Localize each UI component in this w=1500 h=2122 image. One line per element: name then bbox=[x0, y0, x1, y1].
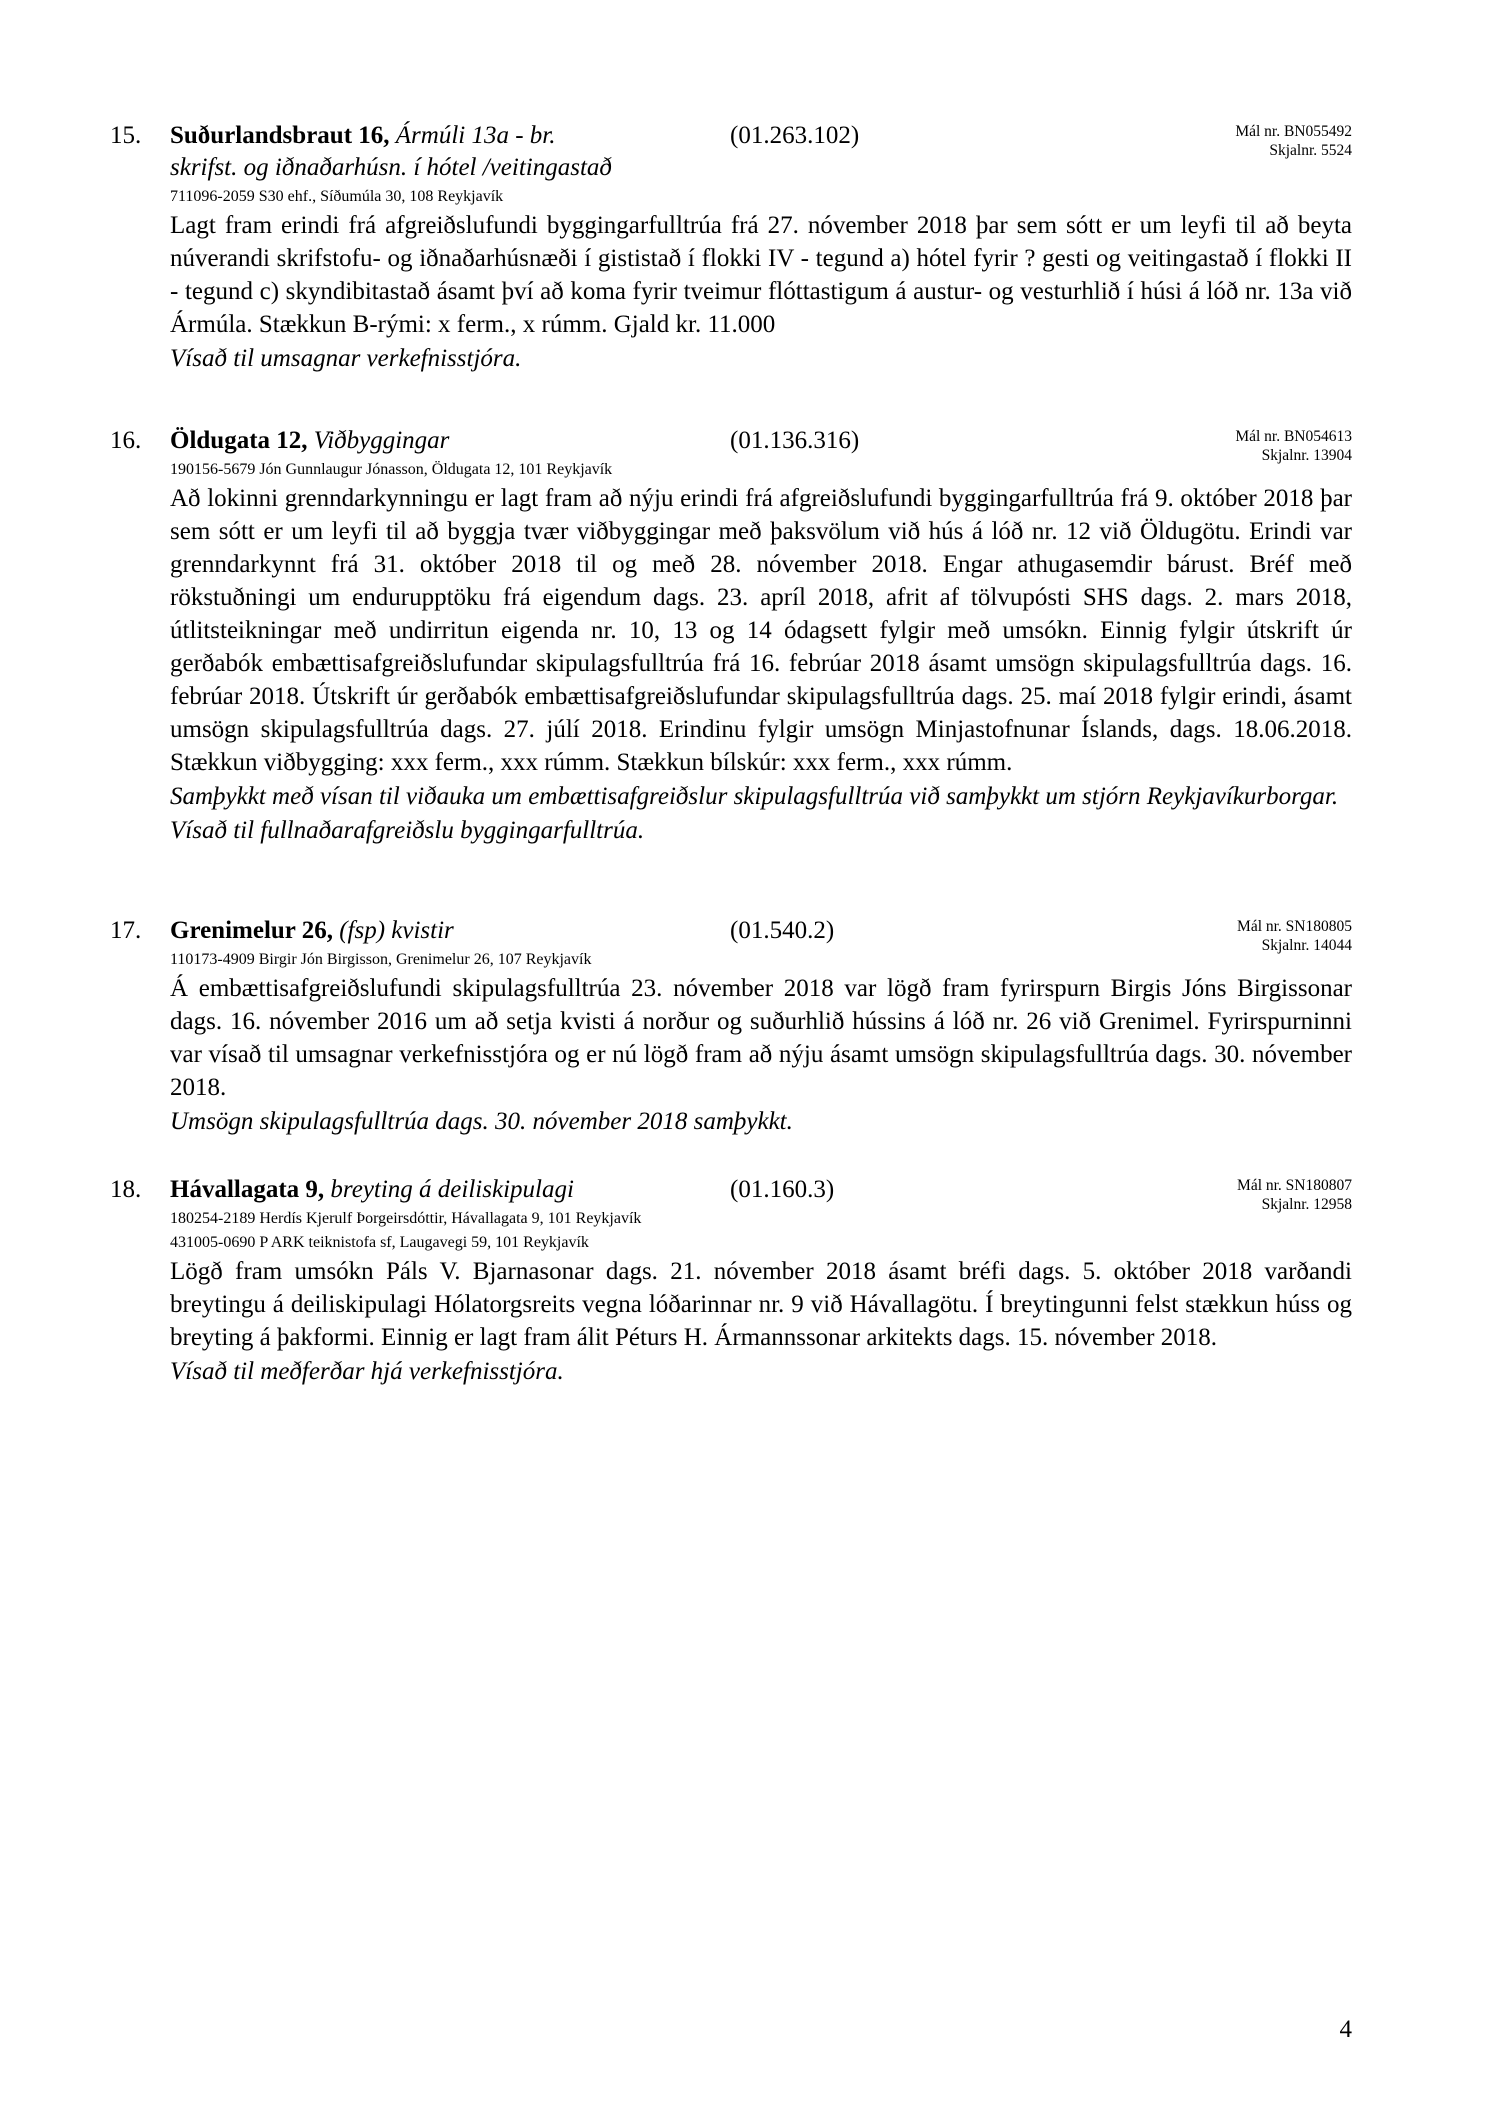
document-number: Skjalnr. 14044 bbox=[1261, 937, 1352, 954]
item-meta bbox=[1237, 917, 1352, 955]
document-number: Skjalnr. 12958 bbox=[1261, 1196, 1352, 1213]
case-number: Mál nr. BN055492 bbox=[1235, 123, 1352, 140]
item-decision: Vísað til meðferðar hjá verkefnisstjóra. bbox=[170, 1358, 564, 1385]
agenda-item-header bbox=[110, 120, 1352, 159]
agenda-item-16 bbox=[110, 425, 1352, 847]
item-meta bbox=[1235, 122, 1352, 160]
item-decision: Umsögn skipulagsfulltrúa dags. 30. nóvember 2018 samþykkt. bbox=[170, 1108, 793, 1135]
item-number: 17. bbox=[110, 917, 142, 944]
item-code: (01.136.316) bbox=[730, 427, 860, 454]
agenda-item-18 bbox=[110, 1174, 1352, 1388]
spacer bbox=[170, 857, 1352, 915]
item-title: Hávallagata 9, breyting á deiliskipulagi bbox=[170, 1176, 574, 1203]
item-owner-secondary: 431005-0690 P ARK teiknistofa sf, Laugavegi 59, 101 Reykjavík bbox=[170, 1234, 589, 1251]
item-code: (01.263.102) bbox=[730, 122, 860, 149]
item-code: (01.540.2) bbox=[730, 917, 835, 944]
item-body: Lögð fram umsókn Páls V. Bjarnasonar dags. 21. nóvember 2018 ásamt bréfi dags. 5. október 2018 varðandi breytingu á deiliskipulagi Hólatorgsreits vegna lóðarinnar nr. 9 við Hávallagötu. Í breytingunni felst stækkun húss og breyting á þakformi. Einnig er lagt fram álit Péturs H. Ármannssonar arkitekts dags. 15. nóvember 2018. bbox=[170, 1258, 1352, 1351]
item-decision: Vísað til umsagnar verkefnisstjóra. bbox=[170, 345, 522, 372]
agenda-item-header bbox=[110, 915, 1352, 954]
item-title: Öldugata 12, Viðbyggingar bbox=[170, 427, 450, 454]
spacer bbox=[170, 1148, 1352, 1174]
item-decision-secondary: Vísað til fullnaðarafgreiðslu byggingarfulltrúa. bbox=[170, 817, 645, 844]
item-code: (01.160.3) bbox=[730, 1176, 835, 1203]
item-decision: Samþykkt með vísan til viðauka um embættisafgreiðslur skipulagsfulltrúa við samþykkt um stjórn Reykjavíkurborgar. bbox=[170, 783, 1339, 810]
agenda-item-17 bbox=[110, 915, 1352, 1138]
item-subtitle: skrifst. og iðnaðarhúsn. í hótel /veitingastað bbox=[170, 154, 612, 181]
item-owner: 180254-2189 Herdís Kjerulf Þorgeirsdóttir, Hávallagata 9, 101 Reykjavík bbox=[170, 1210, 642, 1227]
page-number: 4 bbox=[1339, 2016, 1352, 2043]
item-owner: 190156-5679 Jón Gunnlaugur Jónasson, Öldugata 12, 101 Reykjavík bbox=[170, 461, 613, 478]
agenda-item-15 bbox=[110, 120, 1352, 375]
item-title: Suðurlandsbraut 16, Ármúli 13a - br. bbox=[170, 122, 556, 149]
item-body: Á embættisafgreiðslufundi skipulagsfulltrúa 23. nóvember 2018 var lögð fram fyrirspurn Birgis Jóns Birgissonar dags. 16. nóvember 2016 um að setja kvisti á norður og suðurhlið hússins á lóð nr. 26 við Grenimel. Fyrirspurninni var vísað til umsagnar verkefnisstjóra og er nú lögð fram að nýju ásamt umsögn skipulagsfulltrúa dags. 30. nóvember 2018. bbox=[170, 975, 1352, 1101]
document-number: Skjalnr. 13904 bbox=[1261, 447, 1352, 464]
item-number: 18. bbox=[110, 1176, 142, 1203]
item-meta bbox=[1237, 1176, 1352, 1214]
item-number: 15. bbox=[110, 122, 142, 149]
case-number: Mál nr. SN180807 bbox=[1237, 1177, 1352, 1194]
case-number: Mál nr. SN180805 bbox=[1237, 918, 1352, 935]
item-body: Lagt fram erindi frá afgreiðslufundi byggingarfulltrúa frá 27. nóvember 2018 þar sem sótt er um leyfi til að beyta núverandi skrifstofu- og iðnaðarhúsnæði í gististað í flokki IV - tegund a) hótel fyrir ? gesti og veitingastað í flokki II - tegund c) skyndibitastað ásamt því að koma fyrir tveimur flóttastigum á austur- og vesturhlið í húsi á lóð nr. 13a við Ármúla. Stækkun B-rými: x ferm., x rúmm. Gjald kr. 11.000 bbox=[170, 212, 1352, 338]
item-number: 16. bbox=[110, 427, 142, 454]
item-owner: 110173-4909 Birgir Jón Birgisson, Grenimelur 26, 107 Reykjavík bbox=[170, 951, 592, 968]
spacer bbox=[170, 385, 1352, 425]
case-number: Mál nr. BN054613 bbox=[1235, 428, 1352, 445]
item-owner: 711096-2059 S30 ehf., Síðumúla 30, 108 Reykjavík bbox=[170, 188, 504, 205]
document-number: Skjalnr. 5524 bbox=[1269, 142, 1352, 159]
item-meta bbox=[1235, 427, 1352, 465]
agenda-item-header bbox=[110, 1174, 1352, 1213]
item-title: Grenimelur 26, (fsp) kvistir bbox=[170, 917, 454, 944]
item-body: Að lokinni grenndarkynningu er lagt fram að nýju erindi frá afgreiðslufundi byggingarfulltrúa frá 9. október 2018 þar sem sótt er um leyfi til að byggja tvær viðbyggingar með þaksvölum við hús á lóð nr. 12 við Öldugötu. Erindi var grenndarkynnt frá 31. október 2018 til og með 28. nóvember 2018. Engar athugasemdir bárust. Bréf með rökstuðningi um endurupptöku frá eigendum dags. 23. apríl 2018, afrit af tölvupósti SHS dags. 2. mars 2018, útlitsteikningar með undirritun eigenda nr. 10, 13 og 14 ódagsett fylgir með umsókn. Einnig fylgir útskrift úr gerðabók embættisafgreiðslufundar skipulagsfulltrúa frá 16. febrúar 2018 ásamt umsögn skipulagsfulltrúa dags. 16. febrúar 2018. Útskrift úr gerðabók embættisafgreiðslufundar skipulagsfulltrúa dags. 25. maí 2018 fylgir erindi, ásamt umsögn skipulagsfulltrúa dags. 27. júlí 2018. Erindinu fylgir umsögn Minjastofnunar Íslands, dags. 18.06.2018. Stækkun viðbygging: xxx ferm., xxx rúmm. Stækkun bílskúr: xxx ferm., xxx rúmm. bbox=[170, 485, 1352, 776]
agenda-item-header bbox=[110, 425, 1352, 464]
